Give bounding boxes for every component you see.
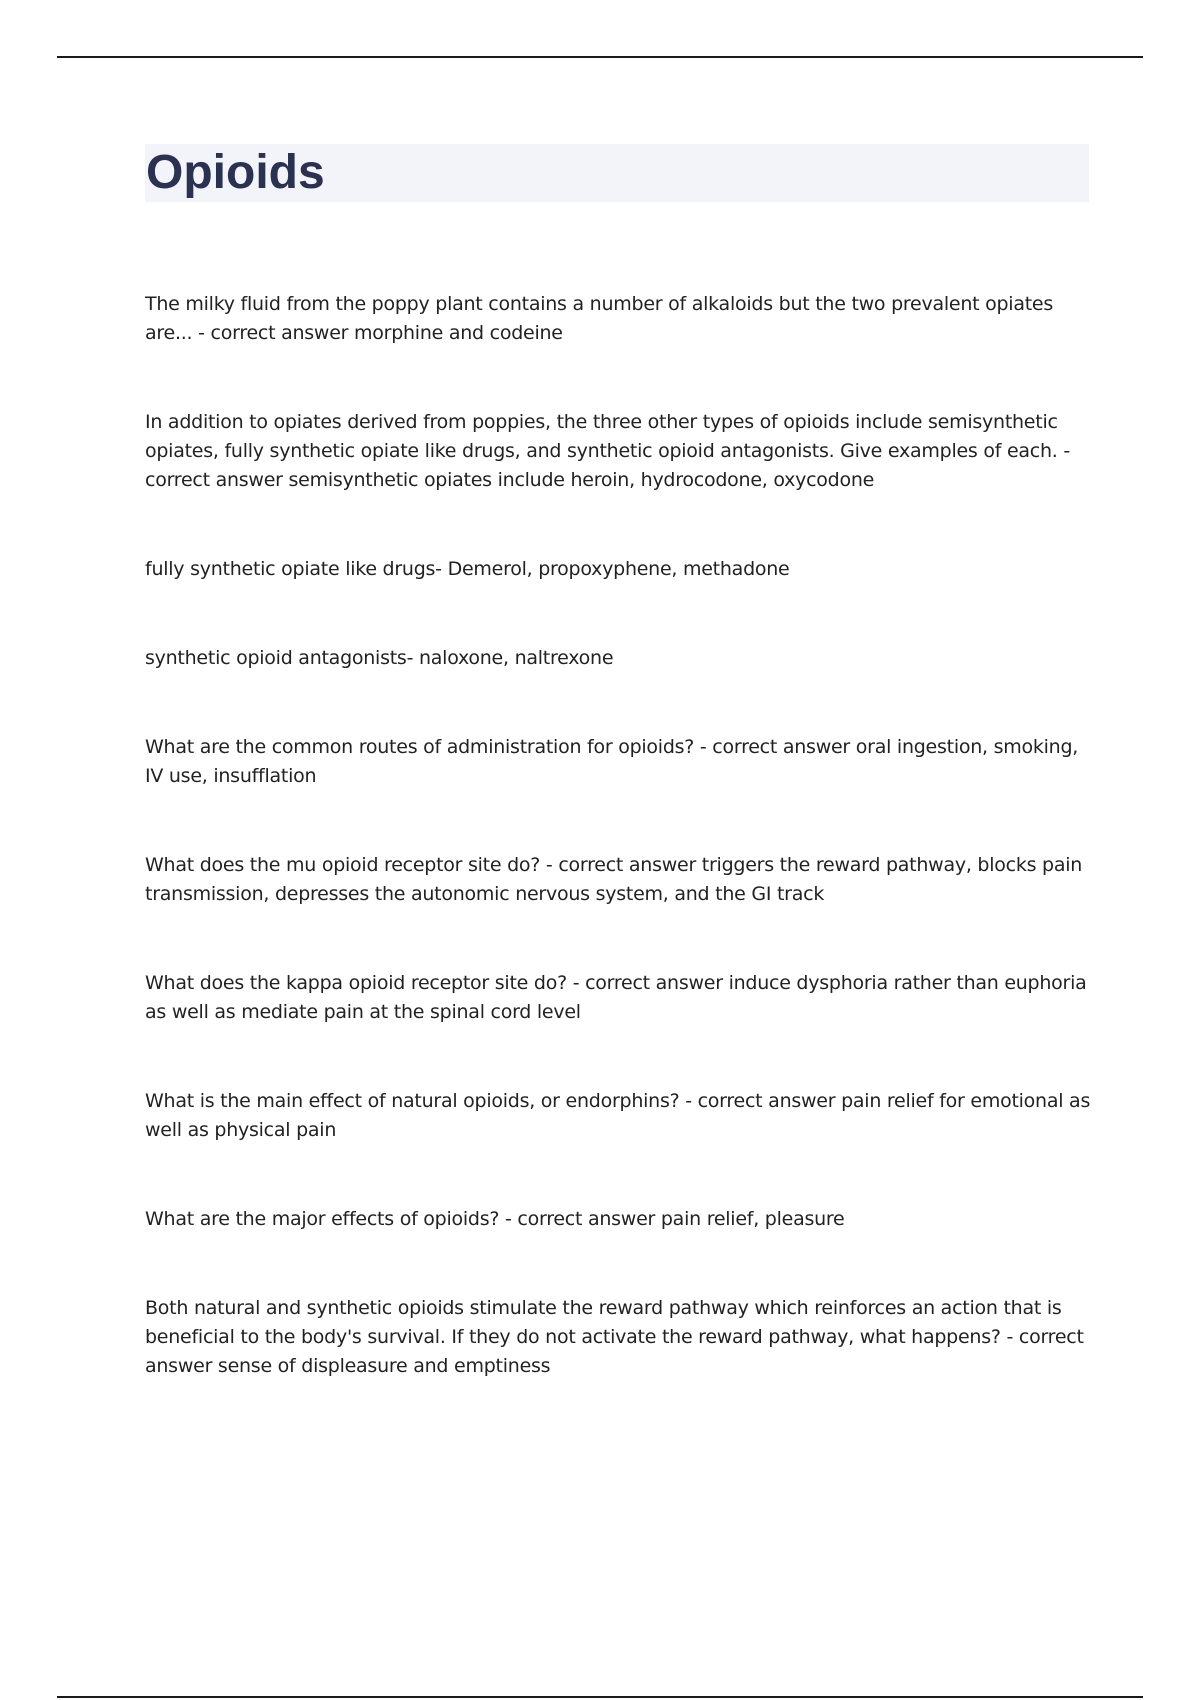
qa-item: What does the mu opioid receptor site do? - correct answer triggers the reward pathway, blocks pain transmission, depresses the autonomic nervous system, and the GI track <box>145 854 1083 905</box>
bottom-rule <box>57 1696 1143 1698</box>
qa-item: What are the common routes of administration for opioids? - correct answer oral ingestion, smoking, IV use, insufflation <box>145 736 1079 787</box>
qa-item: In addition to opiates derived from poppies, the three other types of opioids include semisynthetic opiates, fully synthetic opiate like drugs, and synthetic opioid antagonists. Give examples of each. - correct answer semisynthetic opiates include heroin, hydrocodone, oxycodone <box>145 411 1070 491</box>
top-rule <box>57 56 1143 58</box>
qa-item: What is the main effect of natural opioids, or endorphins? - correct answer pain relief for emotional as well as physical pain <box>145 1090 1091 1141</box>
qa-item: What are the major effects of opioids? - correct answer pain relief, pleasure <box>145 1208 845 1230</box>
qa-item: What does the kappa opioid receptor site do? - correct answer induce dysphoria rather than euphoria as well as mediate pain at the spinal cord level <box>145 972 1087 1023</box>
qa-item: fully synthetic opiate like drugs- Demerol, propoxyphene, methadone <box>145 558 790 580</box>
document-body <box>145 290 1091 1441</box>
page-title: Opioids <box>146 146 325 199</box>
qa-item: The milky fluid from the poppy plant contains a number of alkaloids but the two prevalent opiates are... - correct answer morphine and codeine <box>145 293 1054 344</box>
qa-item: synthetic opioid antagonists- naloxone, naltrexone <box>145 647 614 669</box>
qa-item: Both natural and synthetic opioids stimulate the reward pathway which reinforces an action that is beneficial to the body's survival. If they do not activate the reward pathway, what happens? - correct answer sense of displeasure and emptiness <box>145 1297 1084 1377</box>
